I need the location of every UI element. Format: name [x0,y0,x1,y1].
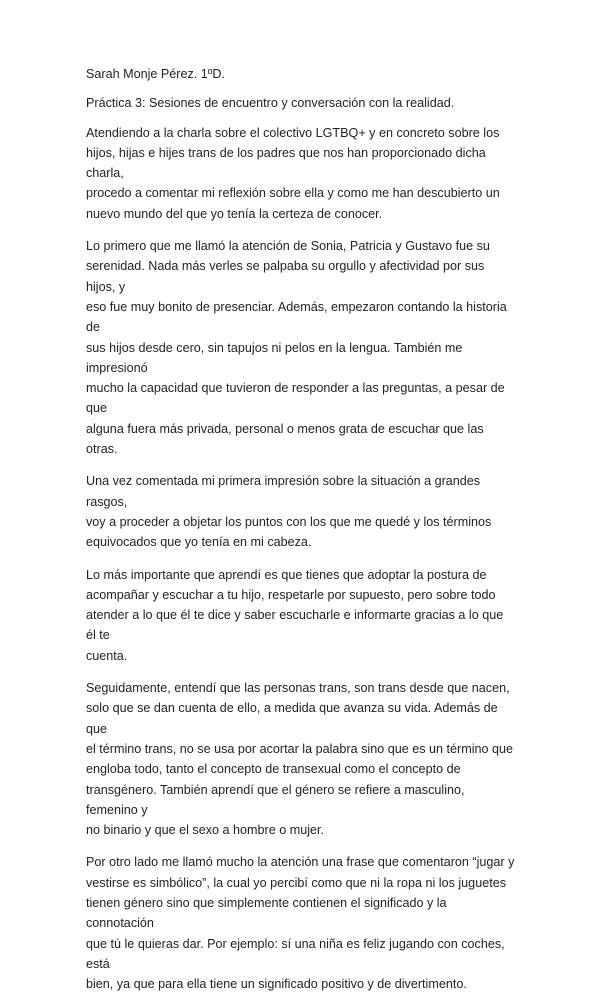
paragraph-intro: Atendiendo a la charla sobre el colectivo LGTBQ+ y en concreto sobre los hijos, hijas e hijes trans de los padres que nos han proporcionado dicha charla, procedo a comentar mi reflexión sobre ella y como me han descubierto un nuevo mundo del que yo tenía la certeza de conocer. [86,125,500,221]
document-title: Práctica 3: Sesiones de encuentro y conversación con la realidad. [86,96,455,111]
document-body [86,64,516,1006]
author-line: Sarah Monje Pérez. 1ºD. [86,67,225,81]
paragraph-transition: Una vez comentada mi primera impresión sobre la situación a grandes rasgos, voy a proceder a objetar los puntos con los que me quedé y los términos equivocados que yo tenía en mi cabeza. [86,474,492,550]
paragraph-first-impression: Lo primero que me llamó la atención de Sonia, Patricia y Gustavo fue su serenidad. Nada más verles se palpaba su orgullo y afectividad por sus hijos, y eso fue muy bonito de presenciar. Además, empezaron contando la historia de sus hijos desde cero, sin tapujos ni pelos en la lengua. También me impresionó mucho la capacidad que tuvieron de responder a las preguntas, a pesar de que alguna fuera más privada, personal o menos grata de escuchar que las otras. [86,239,507,457]
paragraph-main-lesson: Lo más importante que aprendí es que tienes que adoptar la postura de acompañar y escuchar a tu hijo, respetarle por supuesto, pero sobre todo atender a lo que él te dice y saber escucharle e informarte gracias a lo que él te cuenta. [86,567,504,663]
paragraph-symbolic-play: Por otro lado me llamó mucho la atención una frase que comentaron “jugar y vestirse es simbólico”, la cual yo percibí como que ni la ropa ni los juguetes tienen género sino que simplemente contienen el significado y la connotación que tú le quieras dar. Por ejemplo: sí una niña es feliz jugando con coches, está bien, ya que para ella tiene un significado positivo y de divertimento. [86,855,515,992]
paragraph-trans-terms: Seguidamente, entendí que las personas trans, son trans desde que nacen, solo que se dan cuenta de ello, a medida que avanza su vida. Además de que el término trans, no se usa por acortar la palabra sino que es un término que engloba todo, tanto el concepto de transexual como el concepto de transgénero. También aprendí que el género se refiere a masculino, femenino y no binario y que el sexo a hombre o mujer. [86,681,514,838]
